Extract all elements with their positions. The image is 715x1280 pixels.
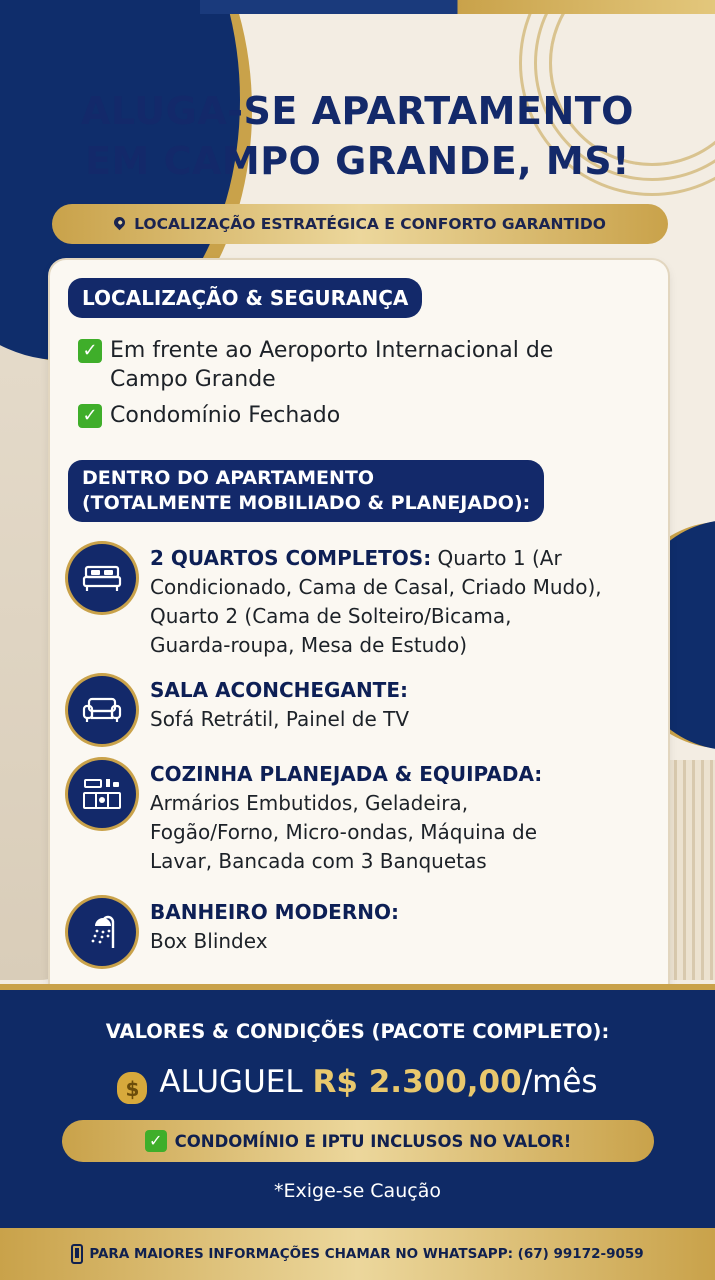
section-heading-line-2: (TOTALMENTE MOBILIADO & PLANEJADO):: [82, 492, 531, 514]
feature-text: Quarto 2 (Cama de Solteiro/Bicama,: [150, 604, 512, 628]
feature-text: Quarto 1 (Ar: [431, 546, 562, 570]
feature-text: Fogão/Forno, Micro-ondas, Máquina de: [150, 820, 537, 844]
feature-text: Sofá Retrátil, Painel de TV: [150, 707, 410, 731]
feature-bathroom: [68, 898, 658, 966]
feature-living-room: [68, 676, 658, 744]
feature-text: Condicionado, Cama de Casal, Criado Mudo),: [150, 575, 602, 599]
feature-title: COZINHA PLANEJADA & EQUIPADA:: [150, 762, 543, 786]
money-bag-icon: $: [117, 1072, 147, 1104]
feature-bedrooms: [68, 544, 658, 660]
section-heading-location: LOCALIZAÇÃO & SEGURANÇA: [68, 278, 422, 318]
list-item-text: Condomínio Fechado: [110, 403, 341, 428]
details-card: [50, 260, 668, 1000]
page-title: [0, 86, 715, 186]
check-icon: ✓: [78, 339, 102, 363]
map-pin-icon: [112, 214, 128, 230]
location-pill: [52, 204, 668, 244]
title-line-1: ALUGA-SE APARTAMENTO: [81, 89, 634, 133]
included-pill: [62, 1120, 654, 1162]
background-panel-right: [665, 760, 715, 980]
included-pill-text: CONDOMÍNIO E IPTU INCLUSOS NO VALOR!: [174, 1131, 572, 1151]
feature-text: Box Blindex: [150, 929, 268, 953]
deposit-note: *Exige-se Caução: [274, 1180, 441, 1202]
list-item-text: Campo Grande: [110, 367, 276, 392]
contact-footer: [0, 1228, 715, 1280]
location-pill-text: LOCALIZAÇÃO ESTRATÉGICA E CONFORTO GARANTIDO: [134, 215, 606, 233]
feature-text: Armários Embutidos, Geladeira,: [150, 791, 469, 815]
feature-title: SALA ACONCHEGANTE:: [150, 678, 408, 702]
feature-text: Guarda-roupa, Mesa de Estudo): [150, 633, 468, 657]
values-panel: [0, 984, 715, 1234]
shower-icon: [68, 898, 136, 966]
bed-icon: [68, 544, 136, 612]
sofa-icon: [68, 676, 136, 744]
feature-title: 2 QUARTOS COMPLETOS:: [150, 546, 432, 570]
feature-title: BANHEIRO MODERNO:: [150, 900, 399, 924]
phone-icon: [71, 1244, 83, 1264]
rent-label: ALUGUEL: [159, 1064, 303, 1100]
title-line-2: EM CAMPO GRANDE, MS!: [85, 139, 630, 183]
rent-price: [0, 1064, 715, 1104]
check-icon: ✓: [78, 404, 102, 428]
kitchen-icon: [68, 760, 136, 828]
values-heading: VALORES & CONDIÇÕES (PACOTE COMPLETO):: [105, 1020, 610, 1043]
check-icon: ✓: [145, 1130, 167, 1152]
section-heading-line-1: DENTRO DO APARTAMENTO: [82, 467, 375, 489]
contact-text: PARA MAIORES INFORMAÇÕES CHAMAR NO WHATSAPP: (67) 99172-9059: [89, 1246, 644, 1262]
list-item: [78, 401, 340, 430]
list-item-text: Em frente ao Aeroporto Internacional de: [110, 338, 554, 363]
list-item: [78, 336, 553, 394]
rent-period: /mês: [521, 1064, 598, 1100]
section-heading-apartment: [68, 460, 544, 522]
rent-amount: R$ 2.300,00: [312, 1064, 522, 1100]
background-top-band: [200, 0, 715, 14]
feature-text: Lavar, Bancada com 3 Banquetas: [150, 849, 487, 873]
feature-kitchen: [68, 760, 658, 876]
